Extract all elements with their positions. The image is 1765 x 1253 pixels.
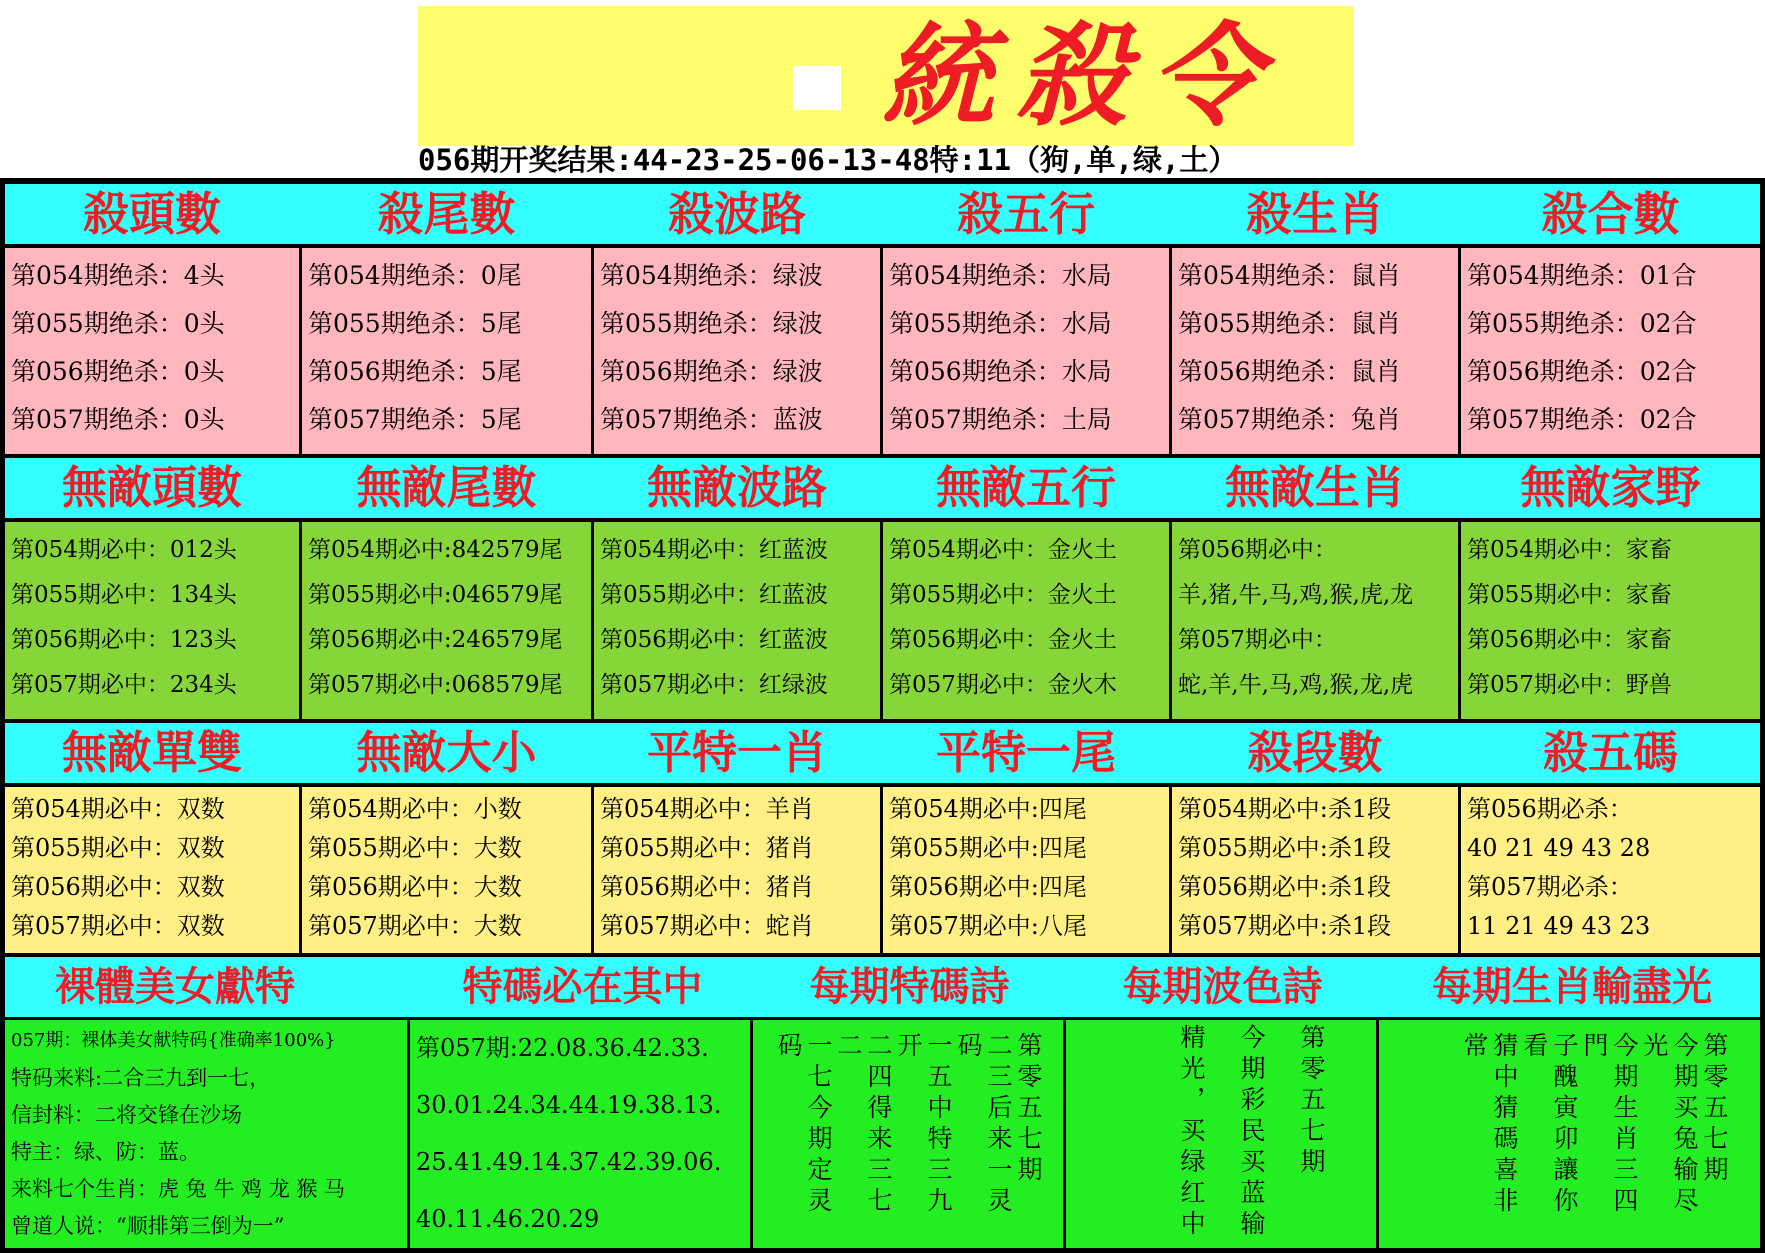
row3-cell-4	[883, 787, 1169, 953]
cell-line: 第056期必中：双数	[11, 873, 225, 901]
cell-line: 第054期绝杀：0尾	[308, 261, 522, 290]
cell-line: 第055期绝杀：鼠肖	[1178, 309, 1401, 338]
row2-cell-4	[883, 522, 1169, 719]
cell-line: 第057期必中：野兽	[1467, 672, 1672, 698]
row2-header-3: 無敵波路	[646, 461, 827, 514]
cell-line: 第057期绝杀：蓝波	[600, 405, 823, 434]
beauty-line: 特主：绿、防：蓝。	[11, 1140, 200, 1164]
row3-header-6: 殺五碼	[1542, 726, 1678, 779]
title-banner	[418, 6, 1354, 146]
cell-line: 第055期绝杀：绿波	[600, 309, 823, 338]
cell-line: 第055期必中：大数	[308, 834, 522, 862]
row4-header-5: 每期生肖輸盡光	[1432, 964, 1712, 1010]
cell-line: 第055期绝杀：水局	[889, 309, 1112, 338]
row3-cell-5	[1172, 787, 1458, 953]
poem_color-column: 第零五七期	[1297, 1024, 1326, 1179]
row1-cell-5	[1172, 248, 1458, 454]
row3-header-5: 殺段數	[1247, 726, 1383, 779]
poem_code-column: 二三后来一灵码	[954, 1032, 1013, 1218]
row2-header	[5, 458, 1760, 518]
poem_zodiac-column: 第零五七期	[1700, 1032, 1729, 1187]
cell-line: 第054期必中:四尾	[889, 795, 1087, 823]
cell-line: 第055期必中：双数	[11, 834, 225, 862]
poem_zodiac-column: 今期买兔输尽光	[1640, 1032, 1699, 1218]
cell-line: 第055期必中:杀1段	[1178, 834, 1392, 862]
poem_code-column: 二四得来三七二	[834, 1032, 893, 1218]
cell-line: 第054期绝杀：01合	[1467, 261, 1697, 290]
cell-line: 第056期必中:四尾	[889, 873, 1087, 901]
cell-line: 第056期绝杀：5尾	[308, 357, 522, 386]
cell-line: 11 21 49 43 23	[1467, 912, 1651, 940]
row3-cell-2	[302, 787, 591, 953]
cell-line: 第055期必中：金火土	[889, 582, 1117, 608]
cell-line: 第055期必中：家畜	[1467, 582, 1672, 608]
cell-line: 第056期必杀：	[1467, 795, 1633, 823]
row4-header-2: 特碼必在其中	[462, 964, 703, 1010]
row3-header-3: 平特一肖	[646, 726, 827, 779]
beauty-line: 曾道人说：“顺排第三倒为一”	[11, 1214, 285, 1238]
code-line: 第057期:22.08.36.42.33.	[416, 1034, 709, 1062]
color-poem-panel	[1066, 1020, 1376, 1248]
row1-header-2: 殺尾數	[377, 187, 516, 241]
cell-line: 蛇,羊,牛,马,鸡,猴,龙,虎	[1178, 672, 1414, 698]
cell-line: 第056期必中：大数	[308, 873, 522, 901]
cell-line: 第055期绝杀：0头	[11, 309, 225, 338]
cell-line: 第057期绝杀：兔肖	[1178, 405, 1401, 434]
cell-line: 第057期绝杀：土局	[889, 405, 1112, 434]
row3-cell-3	[594, 787, 880, 953]
beauty-line: 特码来料:二合三九到一七，	[11, 1066, 271, 1090]
cell-line: 第054期必中：小数	[308, 795, 522, 823]
cell-line: 第057期必中:八尾	[889, 912, 1087, 940]
cell-line: 第057期必中:068579尾	[308, 672, 563, 698]
prediction-board	[0, 178, 1765, 1253]
beauty-line: 057期：裸体美女献特码{准确率100%}	[11, 1030, 336, 1051]
beauty-line: 来料七个生肖：虎 兔 牛 鸡 龙 猴 马	[11, 1177, 346, 1201]
row1-header-5: 殺生肖	[1246, 187, 1384, 241]
row2-cell-2	[302, 522, 591, 719]
cell-line: 第056期绝杀：0头	[11, 357, 225, 386]
row2-header-1: 無敵頭數	[61, 461, 242, 514]
cell-line: 第056期必中:246579尾	[308, 627, 563, 653]
cell-line: 第055期绝杀：02合	[1467, 309, 1697, 338]
row3-cell-6	[1461, 787, 1760, 953]
poem_code-column: 一五中特三九开	[894, 1032, 953, 1218]
row4-header-4: 每期波色詩	[1122, 964, 1323, 1010]
cell-line: 第054期绝杀：4头	[11, 261, 225, 290]
row3-header-4: 平特一尾	[935, 726, 1116, 779]
cell-line: 第054期必中：金火土	[889, 537, 1117, 563]
row1-header-1: 殺頭數	[83, 187, 221, 241]
cell-line: 第057期必中：大数	[308, 912, 522, 940]
poem_color-column: 今期彩民买蓝输	[1237, 1024, 1266, 1241]
cell-line: 40 21 49 43 28	[1467, 834, 1651, 862]
row2-header-4: 無敵五行	[935, 461, 1116, 514]
cell-line: 第054期必中:842579尾	[308, 537, 563, 563]
cell-line: 第055期必中:046579尾	[308, 582, 563, 608]
row1-header	[5, 184, 1760, 244]
cell-line: 第054期必中：012头	[11, 537, 237, 563]
row1-header-6: 殺合數	[1541, 187, 1680, 241]
code-line: 40.11.46.20.29	[416, 1205, 600, 1233]
cell-line: 第057期必杀：	[1467, 873, 1633, 901]
row1-cell-4	[883, 248, 1169, 454]
row2-cell-5	[1172, 522, 1458, 719]
cell-line: 第057期必中：金火木	[889, 672, 1117, 698]
cell-line: 第054期绝杀：鼠肖	[1178, 261, 1401, 290]
cell-line: 第054期必中：红蓝波	[600, 537, 828, 563]
row4-header-1: 裸體美女獻特	[55, 964, 295, 1010]
row1-header-3: 殺波路	[668, 187, 806, 241]
beauty-line: 信封料：二将交锋在沙场	[11, 1103, 242, 1127]
poem_zodiac-column: 猜中猜碼喜非常	[1460, 1032, 1519, 1218]
row2-cell-3	[594, 522, 880, 719]
page-title: 統殺令	[882, 11, 1284, 142]
row3-header-1: 無敵單雙	[61, 726, 242, 779]
cell-line: 第056期绝杀：鼠肖	[1178, 357, 1401, 386]
cell-line: 第057期必中：	[1178, 627, 1337, 653]
cell-line: 第055期必中：134头	[11, 582, 237, 608]
cell-line: 第054期绝杀：水局	[889, 261, 1112, 290]
cell-line: 第054期必中:杀1段	[1178, 795, 1392, 823]
cell-line: 第054期必中：羊肖	[600, 795, 814, 823]
cell-line: 第056期必中：123头	[11, 627, 237, 653]
row4-header-3: 每期特碼詩	[809, 964, 1010, 1010]
code-poem-panel	[753, 1020, 1063, 1248]
cell-line: 第055期绝杀：5尾	[308, 309, 522, 338]
row1-header-4: 殺五行	[957, 187, 1095, 241]
cell-line: 第054期必中：双数	[11, 795, 225, 823]
cell-line: 第056期必中：金火土	[889, 627, 1117, 653]
row1-cell-1	[5, 248, 299, 454]
row2-header-2: 無敵尾數	[356, 461, 537, 514]
row3-header	[5, 723, 1760, 783]
beauty-panel	[5, 1020, 407, 1248]
cell-line: 第056期必中：猪肖	[600, 873, 814, 901]
code-line: 30.01.24.34.44.19.38.13.	[416, 1091, 722, 1119]
row4-header	[5, 957, 1760, 1017]
cell-line: 第055期必中：红蓝波	[600, 582, 828, 608]
row3-cell-1	[5, 787, 299, 953]
cell-line: 第056期绝杀：02合	[1467, 357, 1697, 386]
poem_zodiac-column: 今期生肖三四門	[1580, 1032, 1639, 1218]
row2-header-6: 無敵家野	[1520, 461, 1701, 514]
cell-line: 第057期绝杀：02合	[1467, 405, 1697, 434]
cell-line: 第057期必中：双数	[11, 912, 225, 940]
row2-header-5: 無敵生肖	[1224, 461, 1405, 514]
zodiac-poem-panel	[1379, 1020, 1760, 1248]
codes-panel	[410, 1020, 750, 1248]
poem_zodiac-column: 子醜寅卯讓你看	[1520, 1032, 1579, 1218]
cell-line: 第056期绝杀：水局	[889, 357, 1112, 386]
cell-line: 第057期必中：蛇肖	[600, 912, 814, 940]
cell-line: 第057期必中：234头	[11, 672, 237, 698]
poem_code-column: 一七今期定灵码	[774, 1032, 833, 1218]
row1-cell-3	[594, 248, 880, 454]
cell-line: 羊,猪,牛,马,鸡,猴,虎,龙	[1178, 582, 1414, 608]
poem_color-column: 精光，买绿红中	[1177, 1024, 1206, 1241]
cell-line: 第057期绝杀：0头	[11, 405, 225, 434]
cell-line: 第056期必中：红蓝波	[600, 627, 828, 653]
row2-cell-1	[5, 522, 299, 719]
row1-cell-6	[1461, 248, 1760, 454]
cell-line: 第056期必中：家畜	[1467, 627, 1672, 653]
cell-line: 第054期必中：家畜	[1467, 537, 1672, 563]
poem_code-column: 第零五七期	[1014, 1032, 1043, 1187]
draw-result: 056期开奖结果:44-23-25-06-13-48特:11（狗,单,绿,土）	[418, 143, 1238, 177]
cell-line: 第057期必中：红绿波	[600, 672, 828, 698]
cell-line: 第056期绝杀：绿波	[600, 357, 823, 386]
cell-line: 第056期必中：	[1178, 537, 1337, 563]
cell-line: 第055期必中:四尾	[889, 834, 1087, 862]
row1-cell-2	[302, 248, 591, 454]
cell-line: 第057期绝杀：5尾	[308, 405, 522, 434]
code-line: 25.41.49.14.37.42.39.06.	[416, 1148, 722, 1176]
row2-cell-6	[1461, 522, 1760, 719]
cell-line: 第054期绝杀：绿波	[600, 261, 823, 290]
row3-header-2: 無敵大小	[356, 726, 537, 779]
cell-line: 第056期必中:杀1段	[1178, 873, 1392, 901]
cell-line: 第057期必中:杀1段	[1178, 912, 1392, 940]
cell-line: 第055期必中：猪肖	[600, 834, 814, 862]
